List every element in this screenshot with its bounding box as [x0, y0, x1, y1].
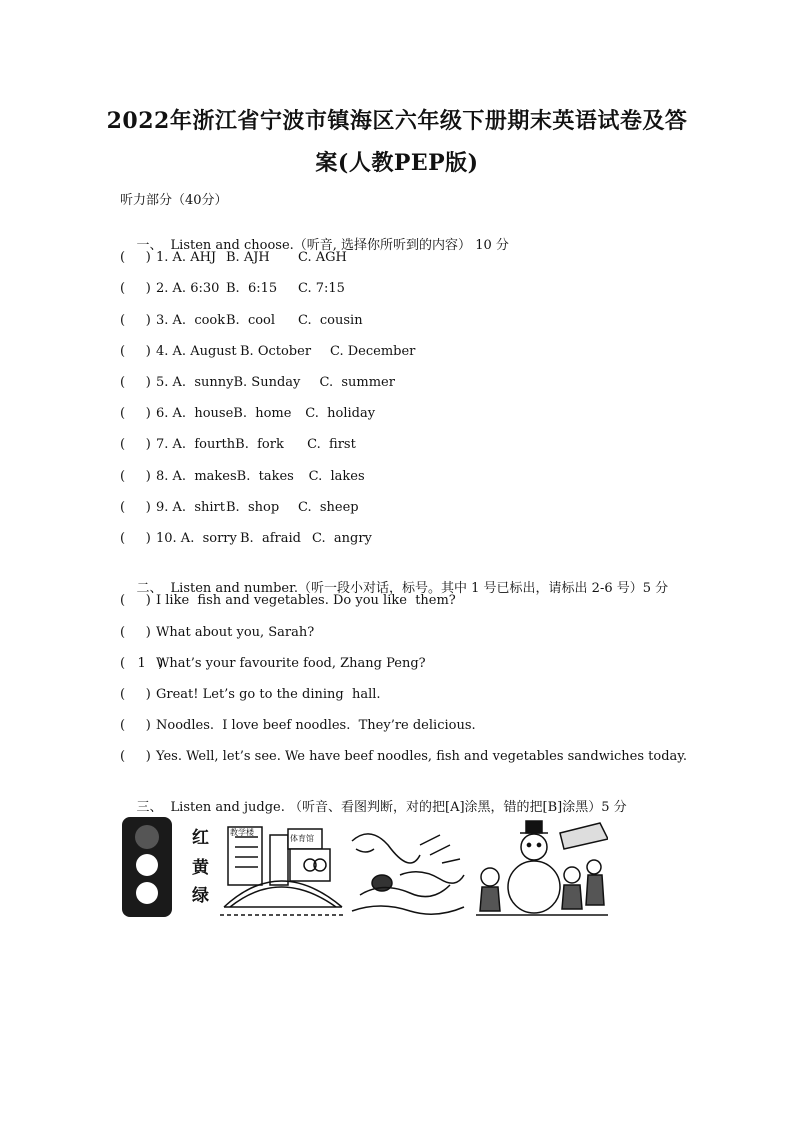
number-blank[interactable]: ( )	[120, 718, 151, 733]
dialogue-item	[120, 656, 426, 671]
option-b: B. takes	[236, 469, 294, 484]
choice-item	[120, 313, 363, 328]
option-b: B. Sunday	[233, 375, 301, 390]
choice-item	[120, 344, 415, 359]
option-c: C. 7:15	[298, 281, 345, 296]
section-instruction: Listen and judge. （听音、看图判断，对的把[A]涂黑，错的把[B]涂黑）5 分	[170, 800, 627, 815]
option-b: B. fork	[235, 437, 284, 452]
section-number: 二、	[136, 581, 163, 596]
option-a: 2. A. 6:30	[156, 281, 220, 296]
option-c: C. summer	[319, 375, 395, 390]
choice-item	[120, 500, 359, 515]
traffic-label-yellow: 黄	[192, 858, 209, 878]
dialogue-text: I like fish and vegetables. Do you like them?	[156, 593, 456, 608]
building-label-teaching: 教学楼	[230, 828, 254, 837]
choice-item	[120, 406, 375, 421]
choice-item	[120, 469, 365, 484]
section-instruction: Listen and number.（听一段小对话，标号。其中 1 号已标出，请标出 2-6 号）5 分	[170, 581, 669, 596]
option-b: B. 6:15	[226, 281, 278, 296]
option-b: B. AJH	[226, 250, 270, 265]
option-b: B. October	[240, 344, 312, 359]
answer-blank[interactable]: ( )	[120, 531, 151, 546]
dialogue-text: What’s your favourite food, Zhang Peng?	[156, 656, 426, 671]
answer-blank[interactable]: ( )	[120, 469, 151, 484]
option-c: C. sheep	[298, 500, 359, 515]
option-c: C. lakes	[308, 469, 365, 484]
section-number: 三、	[136, 800, 163, 815]
snowman-icon	[476, 821, 608, 915]
option-a: 8. A. makes	[156, 469, 237, 484]
option-a: 5. A. sunny	[156, 375, 234, 390]
exam-title-line-2: 案(人教PEP版)	[315, 150, 479, 176]
dialogue-text: Great! Let’s go to the dining hall.	[156, 687, 381, 702]
swimming-icon	[352, 834, 464, 914]
answer-blank[interactable]: ( )	[120, 281, 151, 296]
option-c: C. AGH	[298, 250, 347, 265]
number-blank[interactable]: ( )	[120, 593, 151, 608]
dialogue-text: What about you, Sarah?	[156, 625, 315, 640]
option-a: 10. A. sorry	[156, 531, 237, 546]
school-buildings-icon	[220, 827, 346, 915]
answer-blank[interactable]: ( )	[120, 500, 151, 515]
section-instruction: Listen and choose.（听音, 选择你所听到的内容） 10 分	[170, 238, 509, 253]
option-c: C. December	[330, 344, 416, 359]
option-a: 6. A. house	[156, 406, 234, 421]
answer-blank[interactable]: ( )	[120, 344, 151, 359]
option-c: C. angry	[312, 531, 372, 546]
option-a: 1. A. AHJ	[156, 250, 217, 265]
option-c: C. cousin	[298, 313, 363, 328]
answer-blank[interactable]: ( )	[120, 250, 151, 265]
answer-blank[interactable]: ( )	[120, 406, 151, 421]
number-blank[interactable]: ( 1 )	[120, 656, 164, 671]
dialogue-text: Noodles. I love beef noodles. They’re delicious.	[156, 718, 476, 733]
option-c: C. holiday	[305, 406, 376, 421]
choice-item	[120, 437, 356, 452]
option-b: B. shop	[226, 500, 280, 515]
dialogue-item	[120, 718, 476, 733]
building-label-gym: 体育馆	[290, 834, 314, 843]
number-blank[interactable]: ( )	[120, 749, 151, 764]
number-blank[interactable]: ( )	[120, 687, 151, 702]
choice-item	[120, 531, 372, 546]
option-a: 9. A. shirt	[156, 500, 225, 515]
traffic-label-red: 红	[192, 828, 209, 848]
answer-blank[interactable]: ( )	[120, 375, 151, 390]
dialogue-item	[120, 593, 456, 608]
dialogue-item	[120, 687, 381, 702]
option-b: B. afraid	[240, 531, 301, 546]
traffic-light-icon	[122, 817, 210, 917]
choice-item	[120, 375, 395, 390]
option-a: 4. A. August	[156, 344, 237, 359]
option-a: 3. A. cook	[156, 313, 226, 328]
dialogue-text: Yes. Well, let’s see. We have beef noodles, fish and vegetables sandwiches today.	[156, 749, 688, 764]
listen-judge-pictures	[120, 815, 608, 920]
choice-item	[120, 250, 347, 265]
listening-header: 听力部分（40分）	[120, 193, 228, 208]
dialogue-item	[120, 625, 314, 640]
choice-item	[120, 281, 345, 296]
dialogue-item	[120, 749, 687, 764]
number-blank[interactable]: ( )	[120, 625, 151, 640]
option-c: C. first	[307, 437, 356, 452]
traffic-label-green: 绿	[192, 886, 209, 906]
section-number: 一、	[136, 238, 163, 253]
answer-blank[interactable]: ( )	[120, 437, 151, 452]
option-a: 7. A. fourth	[156, 437, 236, 452]
option-b: B. cool	[226, 313, 276, 328]
answer-blank[interactable]: ( )	[120, 313, 151, 328]
exam-title-line-1: 2022年浙江省宁波市镇海区六年级下册期末英语试卷及答	[106, 108, 688, 134]
option-b: B. home	[233, 406, 292, 421]
